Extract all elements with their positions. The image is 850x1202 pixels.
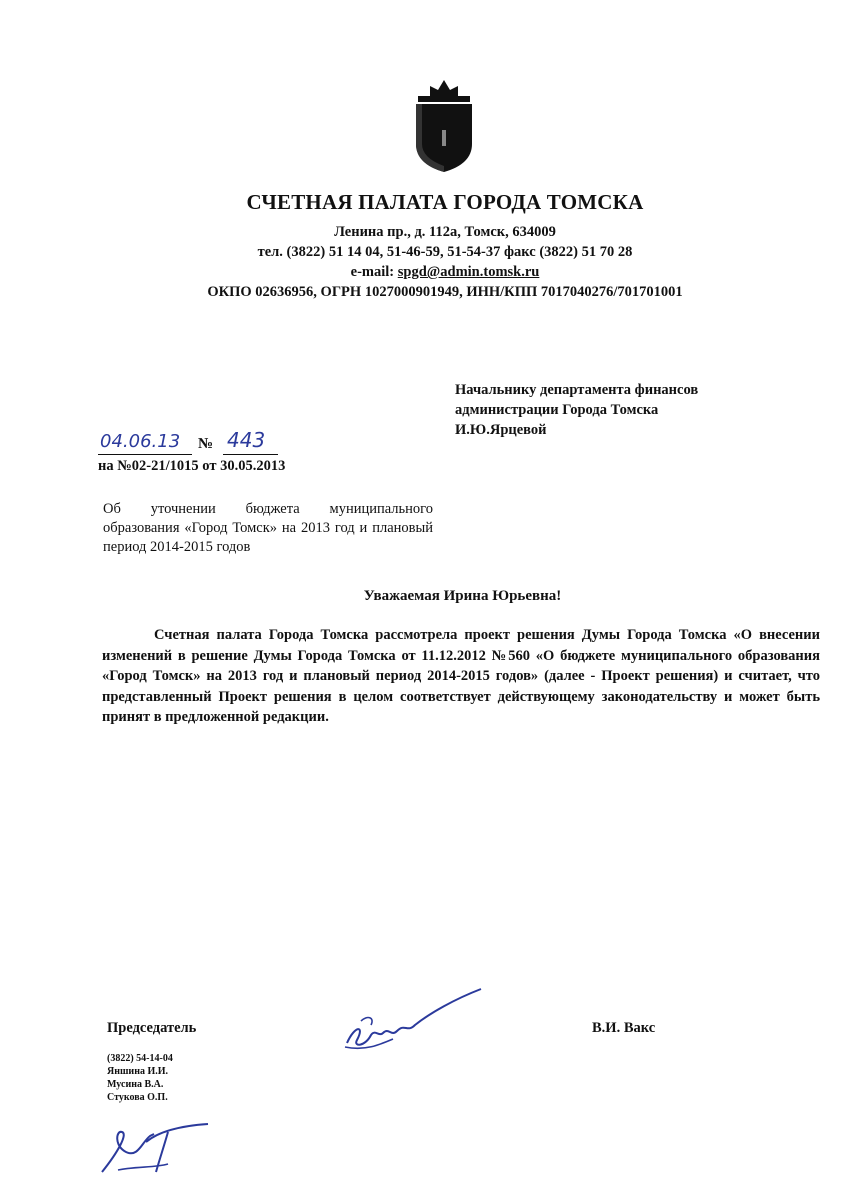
subject: Об уточнении бюджета муниципального образования «Город Томск» на 2013 год и плановый период 2014-2015 годов: [103, 501, 433, 555]
email-link[interactable]: spgd@admin.tomsk.ru: [397, 264, 540, 280]
address-line: Ленина пр., д. 112а, Томск, 634009: [334, 224, 556, 240]
salutation: Уважаемая Ирина Юрьевна!: [363, 588, 562, 604]
registration-number-field: [223, 428, 278, 455]
email-line: [150, 262, 740, 282]
contact-block: [150, 222, 740, 302]
executors-block: [107, 1052, 173, 1104]
tomsk-coat-of-arms-icon: [408, 78, 480, 174]
registry-codes-line: ОКПО 02636956, ОГРН 1027000901949, ИНН/КПП 7017040276/701701001: [207, 284, 683, 300]
signer-title: Председатель: [107, 1020, 197, 1036]
approval-visa-icon: [98, 1122, 218, 1177]
recipient-line: Начальнику департамента финансов: [455, 382, 699, 398]
recipient-line: администрации Города Томска: [455, 402, 659, 418]
number-sign: №: [198, 436, 214, 452]
executor-name: Яншина И.И.: [107, 1066, 169, 1077]
reference-line: на №02-21/1015 от 30.05.2013: [98, 458, 286, 474]
registration-line: [98, 428, 298, 458]
recipient-block: [455, 380, 775, 440]
executor-phone: (3822) 54-14-04: [107, 1053, 173, 1064]
signer-name: В.И. Вакс: [592, 1020, 656, 1036]
executor-name: Мусина В.А.: [107, 1079, 164, 1090]
letter-body: Счетная палата Города Томска рассмотрела проект решения Думы Города Томска «О внесении изменений в решение Думы Города Томска от 11.12.2012 №560 «О бюджете муниципального образования «Город Томск» на 2013 год и плановый период 2014-2015 годов» (далее - Проект решения) и считает, что представленный Проект решения в целом соответствует действующему законодательству и может быть принят в предложенной редакции.: [102, 627, 820, 725]
email-label: e-mail:: [350, 264, 398, 280]
registration-date: 04.06.13: [100, 431, 181, 452]
organization-title: СЧЕТНАЯ ПАЛАТА ГОРОДА ТОМСКА: [246, 190, 644, 214]
registration-date-field: [98, 428, 192, 455]
registration-number: 443: [227, 428, 266, 452]
recipient-line: И.Ю.Ярцевой: [455, 422, 547, 438]
phones-line: тел. (3822) 51 14 04, 51-46-59, 51-54-37 факс (3822) 51 70 28: [257, 244, 633, 260]
signature-icon: [335, 985, 485, 1060]
executor-name: Стукова О.П.: [107, 1092, 168, 1103]
